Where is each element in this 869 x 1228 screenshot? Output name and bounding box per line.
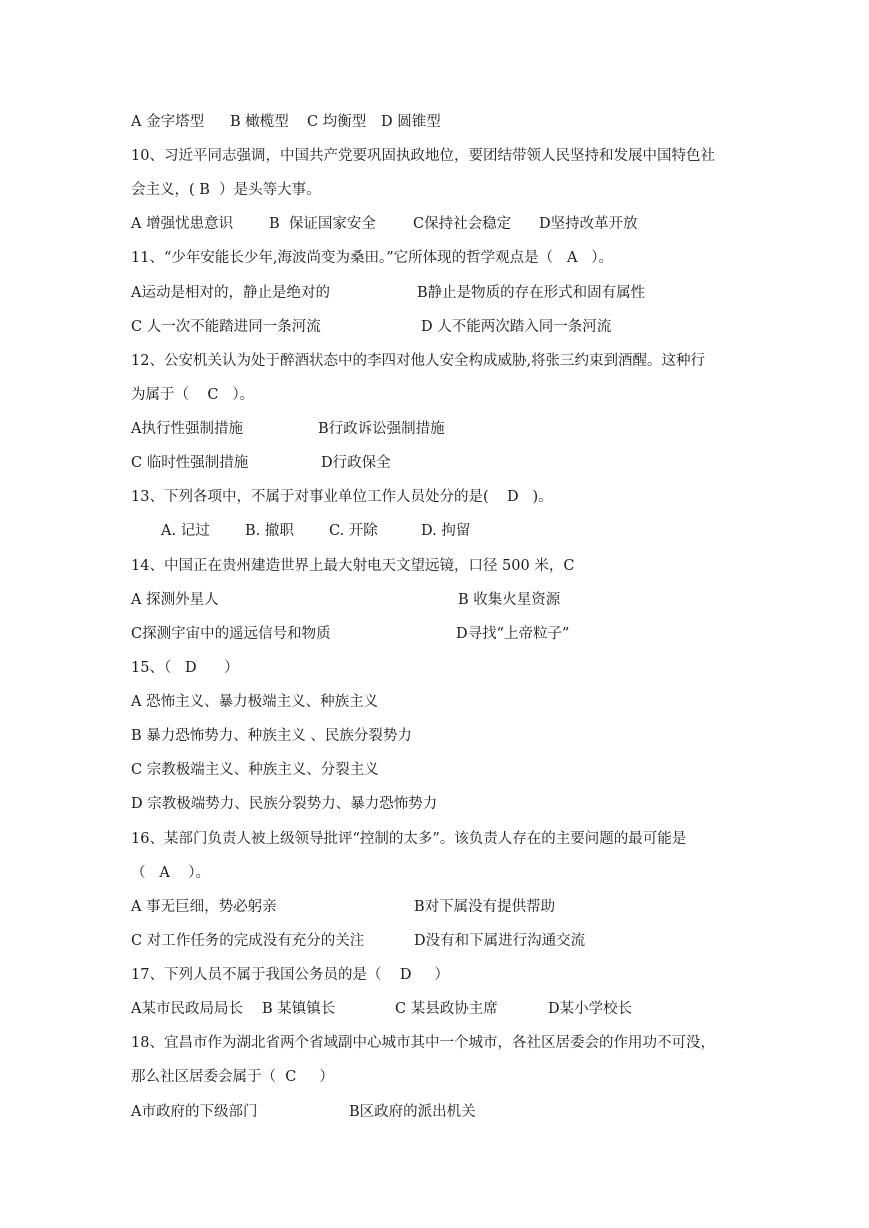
q12-stem-line2: 为属于（ C ）。 <box>131 387 255 403</box>
q17-option-c: C 某县政协主席 <box>395 1001 498 1017</box>
q13-option-d: D. 拘留 <box>421 523 471 539</box>
q10-option-d: D坚持改革开放 <box>539 216 638 232</box>
q14-option-d: D寻找“上帝粒子” <box>456 626 570 642</box>
q15-option-b: B 暴力恐怖势力、种族主义 、民族分裂势力 <box>131 728 412 744</box>
q18-stem-line1: 18、宜昌市作为湖北省两个省域副中心城市其中一个城市，各社区居委会的作用功不可没， <box>131 1035 715 1051</box>
q16-option-c: C 对工作任务的完成没有充分的关注 <box>131 933 365 949</box>
q12-option-d: D行政保全 <box>321 455 391 471</box>
q17-option-a: A某市民政局局长 <box>131 1001 243 1017</box>
q10-stem-line2: 会主义，( B ）是头等大事。 <box>131 182 321 198</box>
q9-option-c: C 均衡型 <box>307 114 367 130</box>
q11-option-a: A运动是相对的，静止是绝对的 <box>131 285 330 301</box>
q12-option-a: A执行性强制措施 <box>131 421 243 437</box>
q16-option-d: D没有和下属进行沟通交流 <box>414 933 586 949</box>
q14-stem: 14、中国正在贵州建造世界上最大射电天文望远镜，口径 500 米，C <box>131 558 575 574</box>
q17-option-b: B 某镇镇长 <box>262 1001 336 1017</box>
q18-option-b: B区政府的派出机关 <box>349 1104 476 1120</box>
q16-options-cd <box>131 931 586 951</box>
q14-option-c: C探测宇宙中的遥远信号和物质 <box>131 626 331 642</box>
q10-stem-line1: 10、习近平同志强调，中国共产党要巩固执政地位，要团结带领人民坚持和发展中国特色社 <box>131 148 715 164</box>
q11-option-c: C 人一次不能踏进同一条河流 <box>131 319 321 335</box>
q14-options-ab <box>131 590 561 610</box>
q14-option-a: A 探测外星人 <box>131 592 219 608</box>
q11-stem: 11、“少年安能长少年,海波尚变为桑田。”它所体现的哲学观点是（ A ）。 <box>131 250 614 266</box>
q11-options-cd <box>131 317 612 337</box>
q16-stem-line2: （ A ）。 <box>131 865 210 881</box>
q15-stem: 15、（ D ） <box>131 660 239 676</box>
q17-options <box>131 999 633 1019</box>
q16-stem-line1: 16、某部门负责人被上级领导批评“控制的太多”。该负责人存在的主要问题的最可能是 <box>131 831 687 847</box>
q12-options-cd <box>131 453 391 473</box>
q11-option-d: D 人不能两次踏入同一条河流 <box>421 319 612 335</box>
q12-stem-line1: 12、公安机关认为处于醉酒状态中的李四对他人安全构成威胁,将张三约束到酒醒。这种行 <box>131 353 706 369</box>
q13-options <box>131 521 471 541</box>
q10-options <box>131 214 638 234</box>
q10-option-b: B 保证国家安全 <box>269 216 376 232</box>
q17-stem: 17、下列人员不属于我国公务员的是（ D ） <box>131 967 450 983</box>
q15-option-c: C 宗教极端主义、种族主义、分裂主义 <box>131 762 379 778</box>
q14-options-cd <box>131 624 570 644</box>
q15-option-a: A 恐怖主义、暴力极端主义、种族主义 <box>131 694 379 710</box>
q11-option-b: B静止是物质的存在形式和固有属性 <box>417 285 646 301</box>
q13-option-a: A. 记过 <box>161 523 210 539</box>
q9-option-b: B 橄榄型 <box>230 114 289 130</box>
q16-options-ab <box>131 897 556 917</box>
q10-option-c: C保持社会稳定 <box>413 216 512 232</box>
q16-option-a: A 事无巨细，势必躬亲 <box>131 899 277 915</box>
q13-stem: 13、下列各项中，不属于对事业单位工作人员处分的是( D )。 <box>131 489 553 505</box>
q13-option-b: B. 撤职 <box>245 523 294 539</box>
q18-stem-line2: 那么社区居委会属于（ C ） <box>131 1069 334 1085</box>
q18-options-ab <box>131 1102 476 1122</box>
q17-option-d: D某小学校长 <box>548 1001 633 1017</box>
q9-option-a: A 金字塔型 <box>131 114 205 130</box>
q14-option-b: B 收集火星资源 <box>458 592 561 608</box>
q15-option-d: D 宗教极端势力、民族分裂势力、暴力恐怖势力 <box>131 796 438 812</box>
q13-option-c: C. 开除 <box>329 523 378 539</box>
q12-options-ab <box>131 419 445 439</box>
q12-option-c: C 临时性强制措施 <box>131 455 249 471</box>
q11-options-ab <box>131 283 646 303</box>
q18-option-a: A市政府的下级部门 <box>131 1104 258 1120</box>
q9-options <box>131 112 441 132</box>
q16-option-b: B对下属没有提供帮助 <box>414 899 556 915</box>
q9-option-d: D 圆锥型 <box>381 114 441 130</box>
q10-option-a: A 增强忧患意识 <box>131 216 234 232</box>
q12-option-b: B行政诉讼强制措施 <box>318 421 445 437</box>
